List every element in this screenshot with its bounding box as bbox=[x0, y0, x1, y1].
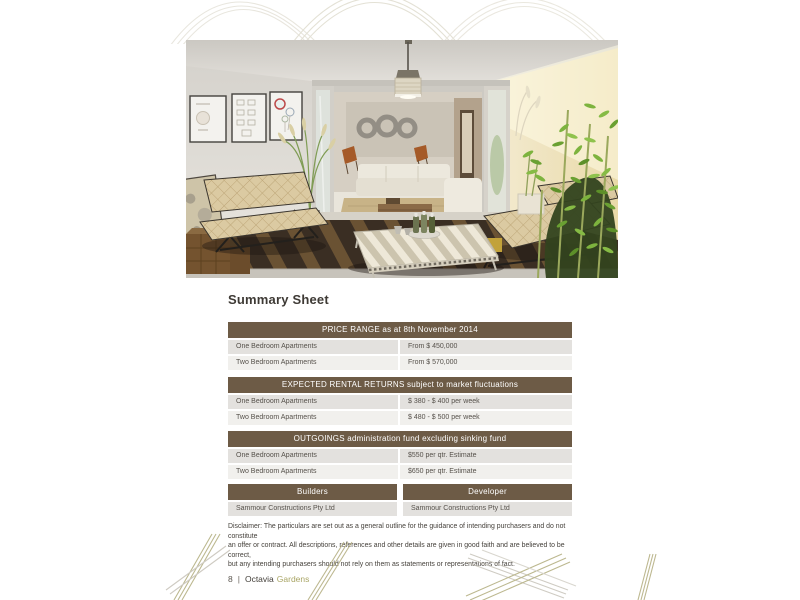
row-label: One Bedroom Apartments bbox=[228, 449, 400, 463]
developer-value: Sammour Constructions Pty Ltd bbox=[411, 505, 510, 512]
table-row bbox=[228, 395, 572, 409]
page-title: Summary Sheet bbox=[228, 292, 329, 307]
developer-table bbox=[403, 484, 572, 516]
disclaimer-line: an offer or contract. All descriptions, references and other details are given in good faith and are believed to be correct, bbox=[228, 542, 565, 559]
footer-separator: | bbox=[237, 574, 240, 584]
page-footer bbox=[228, 574, 309, 584]
hero-image bbox=[186, 40, 618, 278]
summary-tables bbox=[228, 322, 572, 570]
row-label: Two Bedroom Apartments bbox=[228, 356, 400, 370]
table-row bbox=[228, 502, 397, 516]
brand-suffix: Gardens bbox=[276, 574, 310, 584]
outgoings-table-header: OUTGOINGS administration fund excluding sinking fund bbox=[228, 431, 572, 447]
brand-name: Octavia bbox=[244, 574, 274, 584]
row-value: From $ 570,000 bbox=[408, 359, 458, 366]
table-row bbox=[228, 340, 572, 354]
developer-table-header: Developer bbox=[403, 484, 572, 500]
row-value: From $ 450,000 bbox=[408, 343, 458, 350]
builders-table bbox=[228, 484, 397, 516]
row-label: Two Bedroom Apartments bbox=[228, 465, 400, 479]
disclaimer-line: but any intending purchasers should not rely on them as statements or representations of fact. bbox=[228, 561, 515, 569]
document-page bbox=[130, 0, 670, 600]
rental-returns-table-header: EXPECTED RENTAL RETURNS subject to market fluctuations bbox=[228, 377, 572, 393]
table-row bbox=[228, 449, 572, 463]
disclaimer-line: Disclaimer: The particulars are set out as a general outline for the guidance of intending purchasers and do not constitute bbox=[228, 523, 566, 540]
price-range-table bbox=[228, 322, 572, 370]
row-value: $650 per qtr. Estimate bbox=[408, 468, 477, 475]
table-row bbox=[228, 411, 572, 425]
outgoings-table bbox=[228, 431, 572, 479]
builders-value: Sammour Constructions Pty Ltd bbox=[236, 505, 335, 512]
price-range-table-header: PRICE RANGE as at 8th November 2014 bbox=[228, 322, 572, 338]
row-value: $ 380 - $ 400 per week bbox=[408, 398, 480, 405]
disclaimer-text bbox=[228, 522, 572, 570]
row-value: $550 per qtr. Estimate bbox=[408, 452, 477, 459]
row-label: One Bedroom Apartments bbox=[228, 395, 400, 409]
row-label: Two Bedroom Apartments bbox=[228, 411, 400, 425]
table-row bbox=[403, 502, 572, 516]
rental-returns-table bbox=[228, 377, 572, 425]
row-value: $ 480 - $ 500 per week bbox=[408, 414, 480, 421]
builders-table-header: Builders bbox=[228, 484, 397, 500]
top-arc-decoration bbox=[130, 0, 670, 44]
table-row bbox=[228, 356, 572, 370]
table-row bbox=[228, 465, 572, 479]
parties-tables bbox=[228, 484, 572, 516]
page-number: 8 bbox=[228, 574, 233, 584]
row-label: One Bedroom Apartments bbox=[228, 340, 400, 354]
